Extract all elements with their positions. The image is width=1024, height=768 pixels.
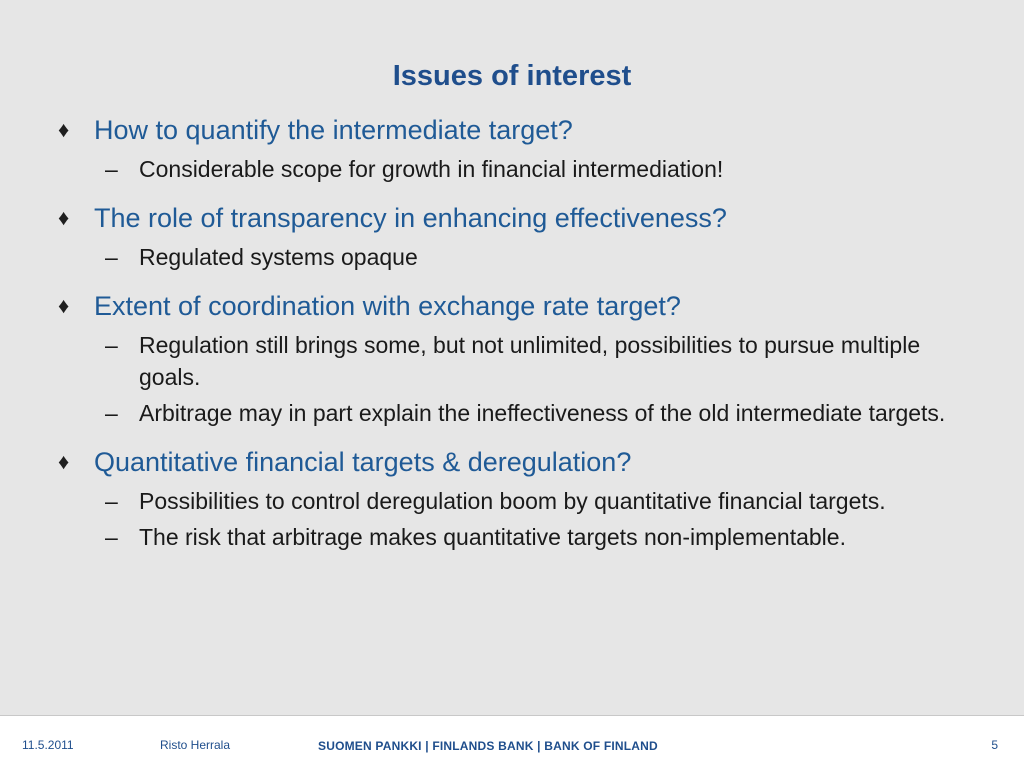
dash-bullet-icon: – xyxy=(105,524,118,550)
footer xyxy=(0,715,1024,768)
sub-bullet-item xyxy=(58,485,958,517)
sub-bullet-text: Possibilities to control deregulation boom by quantitative financial targets. xyxy=(139,488,886,514)
sub-bullet-item xyxy=(58,329,958,393)
diamond-bullet-icon: ♦ xyxy=(58,293,70,318)
diamond-bullet-icon: ♦ xyxy=(58,117,70,142)
bullet-group-1 xyxy=(58,111,958,185)
bullet-item xyxy=(58,199,958,237)
diamond-bullet-icon: ♦ xyxy=(58,205,70,230)
bullet-list xyxy=(58,111,958,567)
sub-bullet-item xyxy=(58,153,958,185)
dash-bullet-icon: – xyxy=(105,156,118,182)
sub-bullet-item xyxy=(58,521,958,553)
sub-bullet-item xyxy=(58,241,958,273)
bullet-item xyxy=(58,111,958,149)
bullet-group-3 xyxy=(58,287,958,429)
sub-bullet-text: Regulation still brings some, but not unlimited, possibilities to pursue multiple goals. xyxy=(139,332,921,390)
sub-bullet-text: Considerable scope for growth in financial intermediation! xyxy=(139,156,724,182)
diamond-bullet-icon: ♦ xyxy=(58,449,70,474)
bullet-text: How to quantify the intermediate target? xyxy=(94,115,573,145)
bullet-text: Quantitative financial targets & deregulation? xyxy=(94,447,632,477)
footer-divider xyxy=(0,715,1024,716)
footer-author: Risto Herrala xyxy=(160,738,231,752)
slide-title: Issues of interest xyxy=(392,60,632,92)
bullet-text: The role of transparency in enhancing effectiveness? xyxy=(94,203,727,233)
dash-bullet-icon: – xyxy=(105,332,118,358)
dash-bullet-icon: – xyxy=(105,244,118,270)
sub-bullet-text: The risk that arbitrage makes quantitative targets non-implementable. xyxy=(139,524,846,550)
footer-bank-name: SUOMEN PANKKI | FINLANDS BANK | BANK OF FINLAND xyxy=(318,739,658,753)
dash-bullet-icon: – xyxy=(105,400,118,426)
bullet-item xyxy=(58,287,958,325)
footer-date: 11.5.2011 xyxy=(22,738,74,752)
bullet-item xyxy=(58,443,958,481)
page-number: 5 xyxy=(991,738,998,752)
sub-bullet-text: Arbitrage may in part explain the ineffectiveness of the old intermediate targets. xyxy=(139,400,946,426)
sub-bullet-text: Regulated systems opaque xyxy=(139,244,418,270)
bullet-text: Extent of coordination with exchange rate target? xyxy=(94,291,681,321)
dash-bullet-icon: – xyxy=(105,488,118,514)
bullet-group-4 xyxy=(58,443,958,553)
sub-bullet-item xyxy=(58,397,958,429)
bullet-group-2 xyxy=(58,199,958,273)
